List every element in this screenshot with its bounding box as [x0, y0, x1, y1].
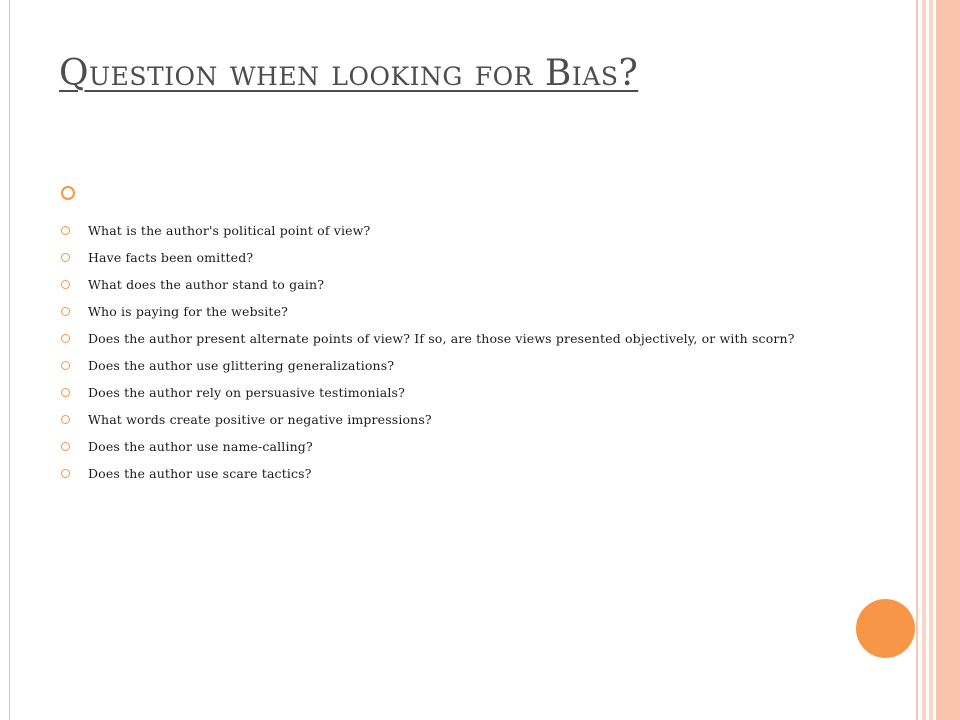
bullet-circle-icon: [61, 442, 70, 451]
list-item: [60, 465, 820, 482]
bullet-circle-icon: [61, 415, 70, 424]
slide-left-border: [0, 0, 10, 720]
list-item: [60, 222, 820, 239]
list-item-text: What words create positive or negative impressions?: [88, 412, 432, 427]
list-item: [60, 303, 820, 320]
slide-title: Question when looking for Bias?: [59, 53, 639, 94]
list-item: [60, 411, 820, 428]
list-item: [60, 276, 820, 293]
bullet-circle-icon: [61, 469, 70, 478]
list-item-text: Does the author rely on persuasive testimonials?: [88, 385, 405, 400]
bullet-circle-icon: [61, 388, 70, 397]
list-item-text: Have facts been omitted?: [88, 250, 254, 265]
list-item-text: Does the author use glittering generalizations?: [88, 358, 395, 373]
bullet-circle-icon: [61, 361, 70, 370]
list-item: [60, 330, 820, 347]
bullet-circle-icon: [61, 334, 70, 343]
empty-bullet-icon: [61, 186, 75, 200]
list-item-text: Does the author use scare tactics?: [88, 466, 312, 481]
list-item-text: What is the author's political point of view?: [88, 223, 371, 238]
list-item: [60, 384, 820, 401]
bullet-circle-icon: [61, 307, 70, 316]
list-item-text: What does the author stand to gain?: [88, 277, 325, 292]
bullet-circle-icon: [61, 280, 70, 289]
list-item-text: Does the author present alternate points of view? If so, are those views presented objectively, or with scorn?: [88, 331, 795, 346]
bias-question-list: [60, 222, 820, 492]
list-item-text: Does the author use name-calling?: [88, 439, 313, 454]
list-item: [60, 357, 820, 374]
list-item: [60, 249, 820, 266]
orange-circle-icon: [856, 599, 915, 658]
bullet-circle-icon: [61, 253, 70, 262]
right-decorative-stripes: [916, 0, 960, 720]
bullet-circle-icon: [61, 226, 70, 235]
list-item: [60, 438, 820, 455]
list-item-text: Who is paying for the website?: [88, 304, 289, 319]
